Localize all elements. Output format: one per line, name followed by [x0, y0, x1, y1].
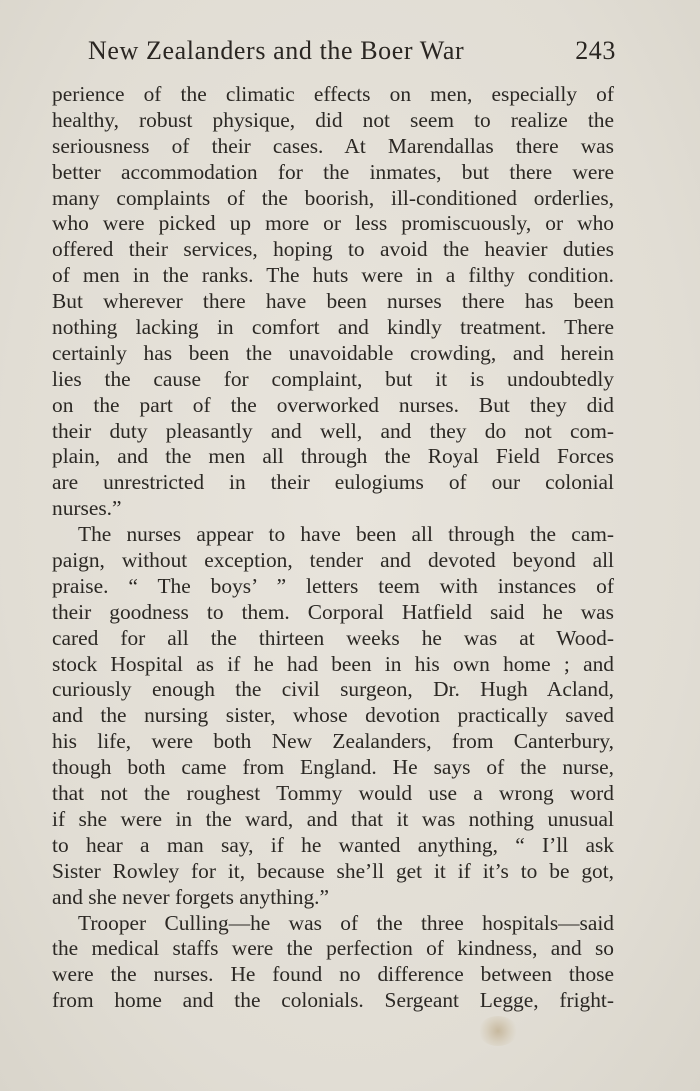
text-line: their duty pleasantly and well, and they do not com- — [52, 418, 614, 443]
text-line: The nurses appear to have been all through the cam- — [78, 522, 614, 547]
text-line: Trooper Culling—he was of the three hospitals—said — [78, 910, 614, 935]
running-title: New Zealanders and the Boer War — [88, 36, 465, 65]
running-header — [88, 36, 616, 72]
text-line: though both came from England. He says of the nurse, — [52, 755, 614, 780]
text-line: are unrestricted in their eulogiums of our colonial — [52, 470, 614, 495]
text-line: lies the cause for complaint, but it is undoubtedly — [52, 366, 614, 391]
text-line: But wherever there have been nurses there has been — [52, 289, 614, 314]
page-number: 243 — [575, 36, 616, 65]
text-line: cared for all the thirteen weeks he was at Wood- — [52, 625, 614, 650]
text-line: nurses.” — [52, 496, 122, 521]
text-line: who were picked up more or less promiscuously, or who — [52, 211, 614, 236]
text-line: plain, and the men all through the Royal Field Forces — [52, 444, 614, 469]
text-line: praise. “ The boys’ ” letters teem with instances of — [52, 573, 614, 598]
text-line: better accommodation for the inmates, but there were — [52, 159, 614, 184]
text-line: if she were in the ward, and that it was nothing unusual — [52, 806, 614, 831]
text-line: his life, were both New Zealanders, from Canterbury, — [52, 729, 614, 754]
text-line: that not the roughest Tommy would use a wrong word — [52, 781, 614, 806]
text-line: from home and the colonials. Sergeant Legge, fright- — [52, 988, 614, 1013]
text-line: certainly has been the unavoidable crowding, and herein — [52, 340, 614, 365]
text-line: nothing lacking in comfort and kindly treatment. There — [52, 315, 614, 340]
paper-stain — [478, 1016, 518, 1046]
text-line: on the part of the overworked nurses. But they did — [52, 392, 614, 417]
text-line: curiously enough the civil surgeon, Dr. Hugh Acland, — [52, 677, 614, 702]
body-text — [52, 82, 614, 1014]
text-line: stock Hospital as if he had been in his own home ; and — [52, 651, 614, 676]
text-line: their goodness to them. Corporal Hatfield said he was — [52, 599, 614, 624]
text-line: seriousness of their cases. At Marendallas there was — [52, 133, 614, 158]
text-line: many complaints of the boorish, ill-conditioned orderlies, — [52, 185, 614, 210]
text-line: to hear a man say, if he wanted anything, “ I’ll ask — [52, 832, 614, 857]
text-line: of men in the ranks. The huts were in a filthy condition. — [52, 263, 614, 288]
text-line: perience of the climatic effects on men, especially of — [52, 82, 614, 106]
text-line: were the nurses. He found no difference between those — [52, 962, 614, 987]
text-line: healthy, robust physique, did not seem to realize the — [52, 107, 614, 132]
text-line: the medical staffs were the perfection of kindness, and so — [52, 936, 614, 961]
text-line: paign, without exception, tender and devoted beyond all — [52, 548, 614, 573]
text-line: offered their services, hoping to avoid the heavier duties — [52, 237, 614, 262]
text-line: Sister Rowley for it, because she’ll get it if it’s to be got, — [52, 858, 614, 883]
text-line: and the nursing sister, whose devotion practically saved — [52, 703, 614, 728]
text-line: and she never forgets anything.” — [52, 884, 330, 909]
